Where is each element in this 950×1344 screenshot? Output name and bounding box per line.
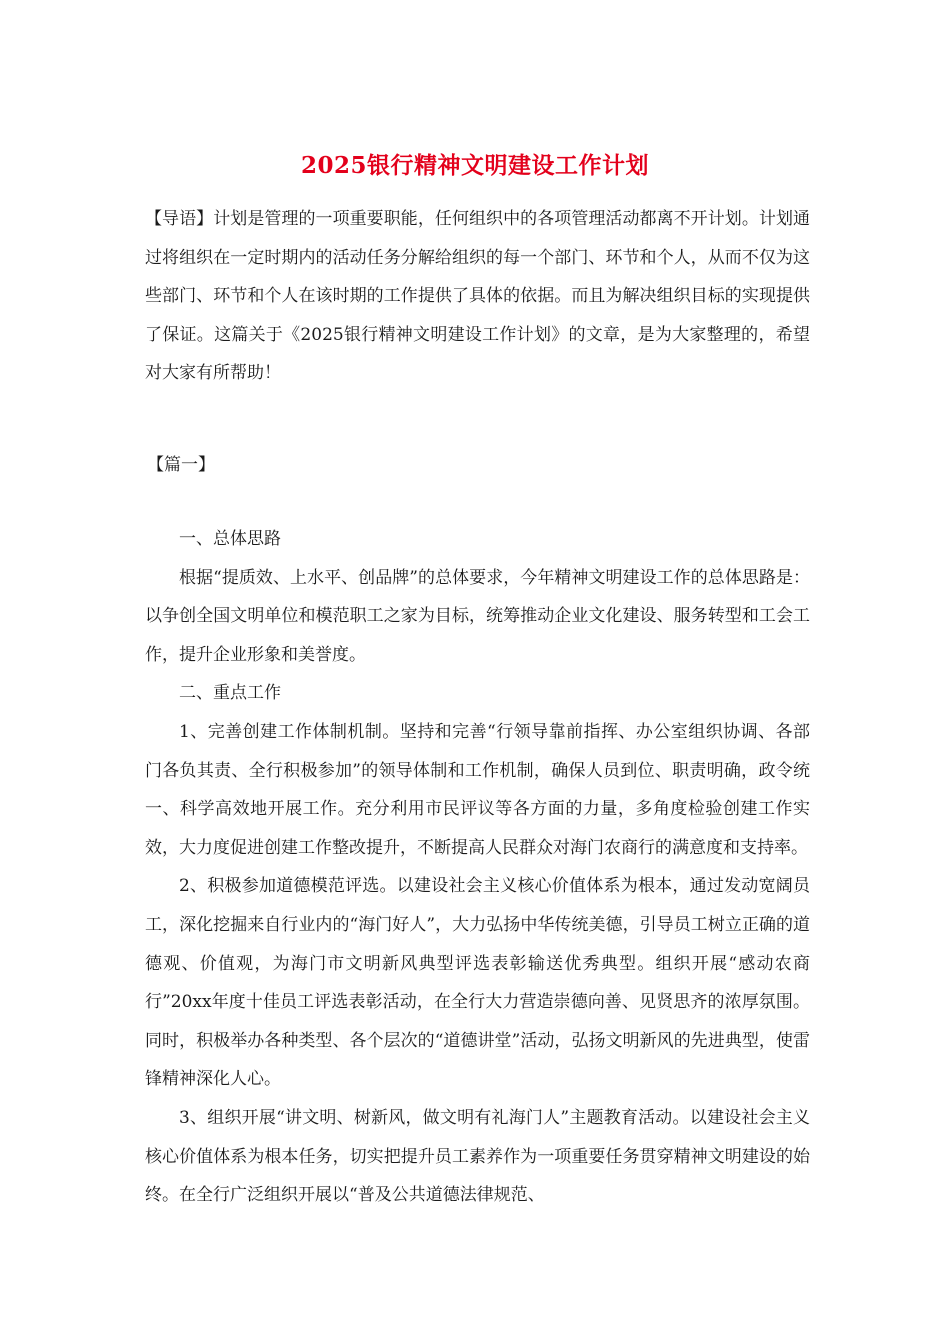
- body-paragraph: 1、完善创建工作体制机制。坚持和完善“行领导靠前指挥、办公室组织协调、各部门各负其责、全行积极参加”的领导体制和工作机制，确保人员到位、职责明确，政令统一、科学高效地开展工作。充分利用市民评议等各方面的力量，多角度检验创建工作实效，大力度促进创建工作整改提升，不断提高人民群众对海门农商行的满意度和支持率。: [145, 721, 810, 858]
- document-title: 2025银行精神文明建设工作计划: [300, 152, 649, 179]
- section-label: 【篇一】: [147, 455, 215, 475]
- body-text: [145, 520, 810, 1215]
- section-heading: 一、总体思路: [179, 529, 281, 549]
- section-heading: 二、重点工作: [179, 683, 281, 704]
- body-paragraph: 3、组织开展“讲文明、树新风，做文明有礼海门人”主题教育活动。以建设社会主义核心价值体系为根本任务，切实把提升员工素养作为一项重要任务贯穿精神文明建设的始终。在全行广泛组织开展以“普及公共道德法律规范、: [145, 1107, 810, 1206]
- intro-paragraph: 【导语】计划是管理的一项重要职能，任何组织中的各项管理活动都离不开计划。计划通过将组织在一定时期内的活动任务分解给组织的每一个部门、环节和个人，从而不仅为这些部门、环节和个人在该时期的工作提供了具体的依据。而且为解决组织目标的实现提供了保证。这篇关于《2025银行精神文明建设工作计划》的文章，是为大家整理的，希望对大家有所帮助！: [145, 209, 810, 384]
- body-paragraph: 根据“提质效、上水平、创品牌”的总体要求，今年精神文明建设工作的总体思路是：以争创全国文明单位和模范职工之家为目标，统筹推动企业文化建设、服务转型和工会工作，提升企业形象和美誉度。: [145, 567, 810, 665]
- body-paragraph: 2、积极参加道德模范评选。以建设社会主义核心价值体系为根本，通过发动宽阔员工，深化挖掘来自行业内的“海门好人”，大力弘扬中华传统美德，引导员工树立正确的道德观、价值观，为海门市文明新风典型评选表彰输送优秀典型。组织开展“感动农商行”20xx年度十佳员工评选表彰活动，在全行大力营造崇德向善、见贤思齐的浓厚氛围。同时，积极举办各种类型、各个层次的“道德讲堂”活动，弘扬文明新风的先进典型，使雷锋精神深化人心。: [145, 876, 810, 1090]
